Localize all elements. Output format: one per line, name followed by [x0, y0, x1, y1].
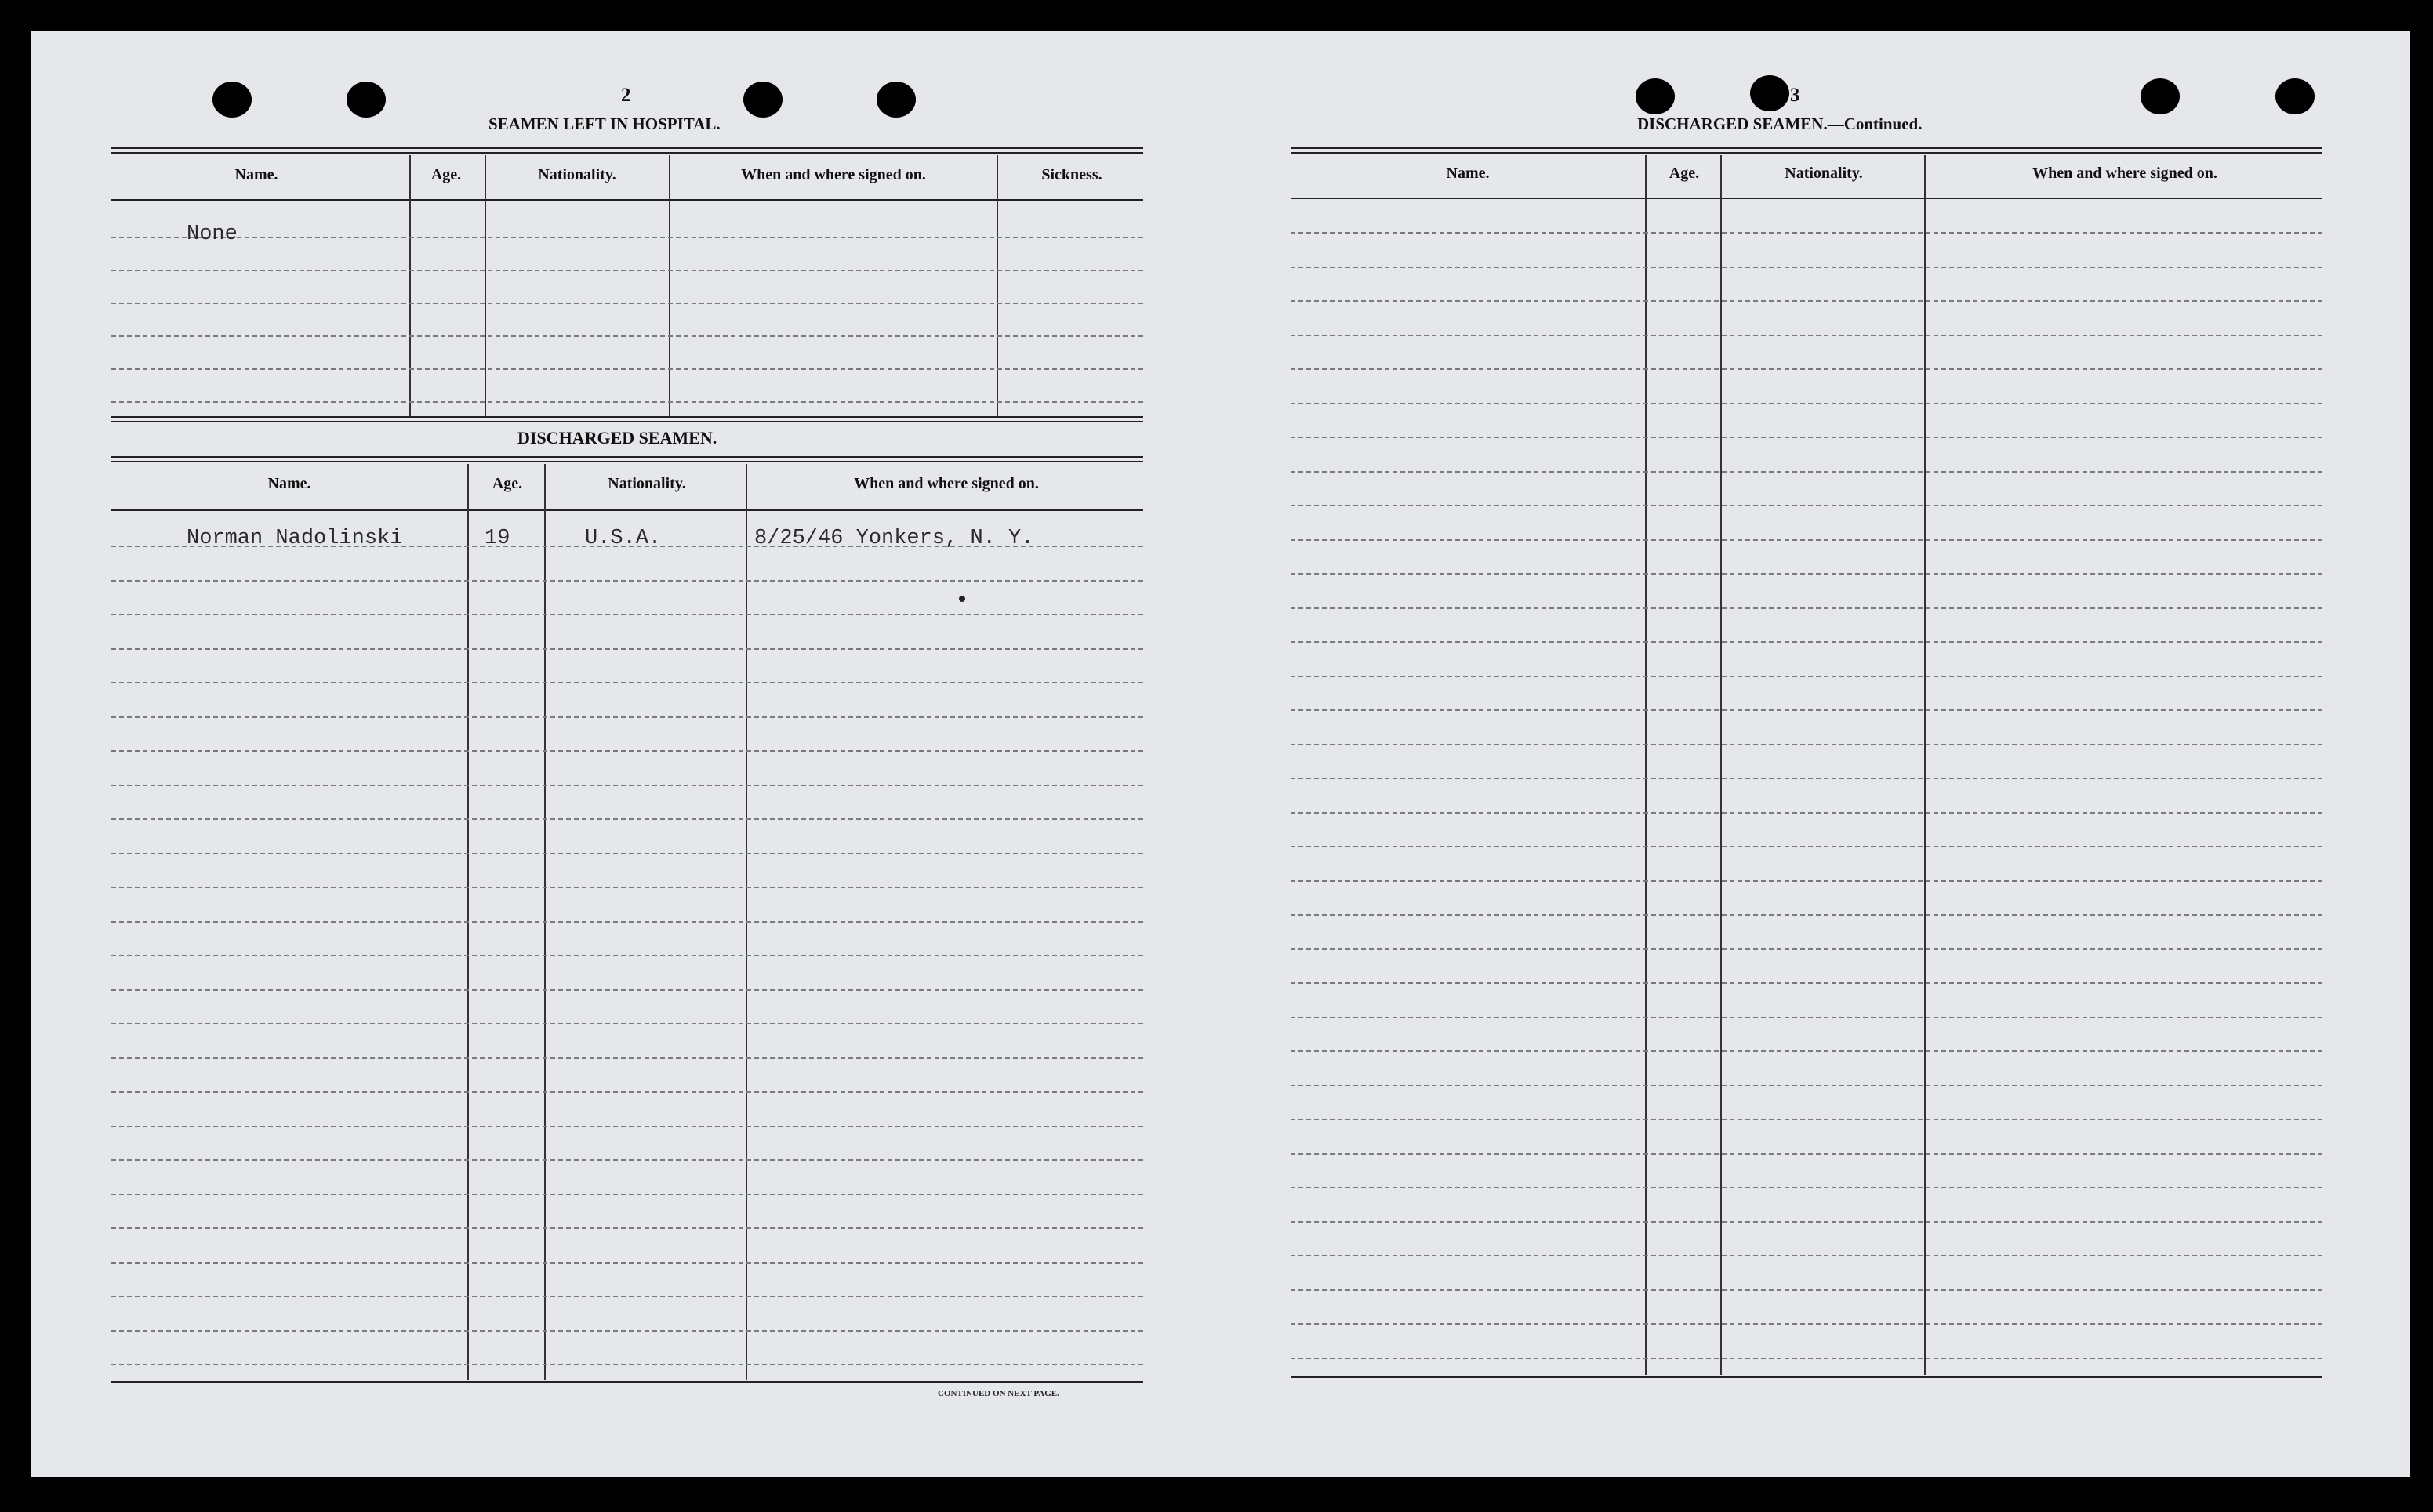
- discharged-header-name: Name.: [267, 475, 311, 492]
- entry-line: [1291, 368, 2322, 370]
- entry-line: [111, 1364, 1143, 1365]
- entry-line: [111, 580, 1143, 582]
- entry-line: [1291, 539, 2322, 541]
- column-divider: [1645, 155, 1647, 1375]
- page-number-right: 3: [1790, 85, 1800, 106]
- entry-line: [111, 237, 1143, 238]
- rule: [111, 1381, 1143, 1383]
- entry-line: [1291, 437, 2322, 438]
- entry-line: [111, 1296, 1143, 1297]
- punch-hole: [1750, 75, 1789, 111]
- discharged-header-nationality: Nationality.: [608, 475, 686, 492]
- right-header-name: Name.: [1446, 165, 1490, 182]
- hospital-header-age: Age.: [430, 166, 462, 183]
- hospital-section-title: SEAMEN LEFT IN HOSPITAL.: [488, 114, 721, 133]
- punch-hole: [1636, 78, 1675, 114]
- entry-line: [111, 1194, 1143, 1195]
- seaman-nationality: U.S.A.: [585, 527, 662, 550]
- column-divider: [1924, 155, 1926, 1375]
- entry-line: [111, 614, 1143, 615]
- entry-line: [1291, 505, 2322, 506]
- entry-line: [1291, 403, 2322, 404]
- entry-line: [1291, 948, 2322, 950]
- entry-line: [111, 368, 1143, 370]
- discharged-header-signed-on: When and where signed on.: [854, 475, 1039, 492]
- entry-line: [1291, 232, 2322, 234]
- entry-line: [111, 1091, 1143, 1093]
- rule: [111, 509, 1143, 511]
- right-header-age: Age.: [1669, 165, 1700, 182]
- entry-line: [111, 750, 1143, 752]
- rule: [111, 147, 1143, 149]
- entry-line: [111, 1126, 1143, 1127]
- entry-line: [1291, 914, 2322, 916]
- entry-line: [1291, 607, 2322, 609]
- entry-line: [1291, 1017, 2322, 1018]
- rule: [1291, 1376, 2322, 1378]
- entry-line: [111, 1057, 1143, 1059]
- entry-line: [1291, 1255, 2322, 1256]
- entry-line: [111, 401, 1143, 403]
- entry-line: [111, 1262, 1143, 1264]
- discharged-section-title: DISCHARGED SEAMEN.: [517, 428, 717, 448]
- entry-line: [111, 955, 1143, 956]
- entry-line: [111, 989, 1143, 991]
- page-number-left: 2: [621, 85, 631, 106]
- rule: [1291, 147, 2322, 149]
- entry-line: [111, 1023, 1143, 1024]
- column-divider: [997, 155, 998, 416]
- entry-line: [1291, 267, 2322, 268]
- entry-line: [1291, 1323, 2322, 1325]
- punch-hole: [877, 82, 916, 118]
- entry-line: [1291, 1050, 2322, 1052]
- entry-line: [111, 682, 1143, 683]
- punch-hole: [2141, 78, 2180, 114]
- entry-line: [1291, 1153, 2322, 1155]
- entry-line: [1291, 676, 2322, 677]
- seaman-name: Norman Nadolinski: [187, 527, 403, 550]
- entry-line: [1291, 812, 2322, 814]
- entry-line: [1291, 1119, 2322, 1120]
- entry-line: [1291, 471, 2322, 473]
- entry-line: [111, 921, 1143, 923]
- entry-line: [1291, 300, 2322, 302]
- rule: [111, 456, 1143, 458]
- entry-line: [1291, 778, 2322, 779]
- entry-line: [111, 648, 1143, 650]
- hospital-header-sickness: Sickness.: [1041, 166, 1102, 183]
- right-header-nationality: Nationality.: [1785, 165, 1863, 182]
- rule: [1291, 198, 2322, 199]
- column-divider: [409, 155, 411, 416]
- hospital-header-name: Name.: [234, 166, 278, 183]
- entry-line: [111, 1159, 1143, 1161]
- discharged-continued-title: DISCHARGED SEAMEN.—Continued.: [1637, 114, 1923, 133]
- entry-line: [111, 716, 1143, 718]
- entry-line: [111, 1227, 1143, 1229]
- entry-line: [111, 818, 1143, 820]
- entry-line: [1291, 846, 2322, 847]
- rule: [111, 421, 1143, 422]
- continued-footer: CONTINUED ON NEXT PAGE.: [938, 1389, 1059, 1398]
- right-header-signed-on: When and where signed on.: [2032, 165, 2217, 182]
- hospital-entry-none: None: [187, 223, 238, 246]
- seaman-signed-on: 8/25/46 Yonkers, N. Y.: [754, 527, 1034, 550]
- column-divider: [485, 155, 486, 416]
- entry-line: [111, 887, 1143, 888]
- rule: [111, 152, 1143, 154]
- punch-hole: [2275, 78, 2315, 114]
- punch-hole: [347, 82, 386, 118]
- entry-line: [1291, 1187, 2322, 1188]
- entry-line: [1291, 1221, 2322, 1223]
- column-divider: [669, 155, 670, 416]
- entry-line: [1291, 1289, 2322, 1291]
- entry-line: [1291, 1085, 2322, 1086]
- punch-hole: [743, 82, 783, 118]
- rule: [1291, 152, 2322, 154]
- entry-line: [111, 303, 1143, 304]
- hospital-header-nationality: Nationality.: [538, 166, 616, 183]
- entry-line: [1291, 335, 2322, 336]
- entry-line: [1291, 641, 2322, 643]
- discharged-header-age: Age.: [492, 475, 523, 492]
- entry-line: [111, 335, 1143, 337]
- entry-line: [1291, 709, 2322, 711]
- entry-line: [111, 1330, 1143, 1332]
- punch-hole: [212, 82, 252, 118]
- entry-line: [111, 270, 1143, 271]
- entry-line: [111, 785, 1143, 786]
- hospital-header-signed-on: When and where signed on.: [741, 166, 926, 183]
- column-divider: [1720, 155, 1722, 1375]
- entry-line: [111, 853, 1143, 854]
- seaman-age: 19: [485, 527, 510, 550]
- ledger-sheet: [31, 31, 2410, 1477]
- rule: [111, 416, 1143, 418]
- ink-speck: [959, 596, 965, 602]
- entry-line: [1291, 1358, 2322, 1359]
- rule: [111, 199, 1143, 201]
- rule: [111, 461, 1143, 462]
- entry-line: [1291, 573, 2322, 575]
- entry-line: [1291, 880, 2322, 882]
- entry-line: [1291, 982, 2322, 984]
- entry-line: [1291, 744, 2322, 745]
